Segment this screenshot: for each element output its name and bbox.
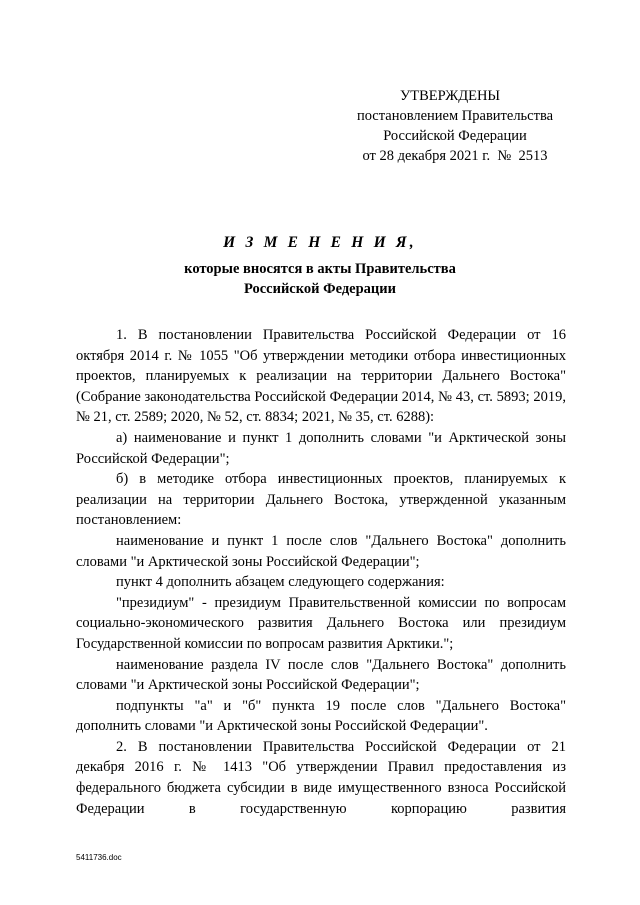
approval-block <box>330 86 580 166</box>
file-name-footer: 5411736.doc <box>76 853 122 862</box>
paragraph: 1. В постановлении Правительства Российской Федерации от 16 октября 2014 г. № 1055 "Об утверждении методики отбора инвестиционных проектов, планируемых к реализации на территории Дальнего Востока" (Собрание законодательства Российской Федерации 2014, № 43, ст. 5893; 2019, № 21, ст. 2589; 2020, № 52, ст. 8834; 2021, № 35, ст. 6288): <box>76 327 566 426</box>
paragraph: б) в методике отбора инвестиционных проектов, планируемых к реализации на территории Дальнего Востока, утвержденной указанным постановлением: <box>76 471 566 529</box>
approval-line: Российской Федерации <box>383 128 527 144</box>
paragraph: наименование раздела IV после слов "Дальнего Востока" дополнить словами "и Арктической зоны Российской Федерации"; <box>76 656 566 694</box>
paragraph: наименование и пункт 1 после слов "Дальнего Востока" дополнить словами "и Арктической зоны Российской Федерации"; <box>76 532 566 570</box>
paragraph: 2. В постановлении Правительства Российской Федерации от 21 декабря 2016 г. № 1413 "Об утверждении Правил предоставления из федерального бюджета субсидии в виде имущественного взноса Российской Федерации в государственную корпорацию развития <box>76 738 566 817</box>
approval-date-number: от 28 декабря 2021 г. № 2513 <box>362 148 548 164</box>
document-subtitle <box>0 259 640 299</box>
document-title: И З М Е Н Е Н И Я, <box>223 234 417 251</box>
paragraph: подпункты "а" и "б" пункта 19 после слов "Дальнего Востока" дополнить словами "и Арктической зоны Российской Федерации". <box>76 697 566 735</box>
approval-title: УТВЕРЖДЕНЫ <box>400 88 501 104</box>
approval-line: постановлением Правительства <box>356 108 554 124</box>
paragraph: а) наименование и пункт 1 дополнить словами "и Арктической зоны Российской Федерации"; <box>76 429 566 467</box>
document-body <box>76 325 566 819</box>
paragraph: пункт 4 дополнить абзацем следующего содержания: <box>116 574 445 591</box>
subtitle-line: Российской Федерации <box>243 281 396 297</box>
subtitle-line: которые вносятся в акты Правительства <box>184 261 456 277</box>
paragraph: "президиум" - президиум Правительственной комиссии по вопросам социально-экономического развития Дальнего Востока или президиум Государственной комиссии по вопросам развития Арктики."; <box>76 594 566 652</box>
